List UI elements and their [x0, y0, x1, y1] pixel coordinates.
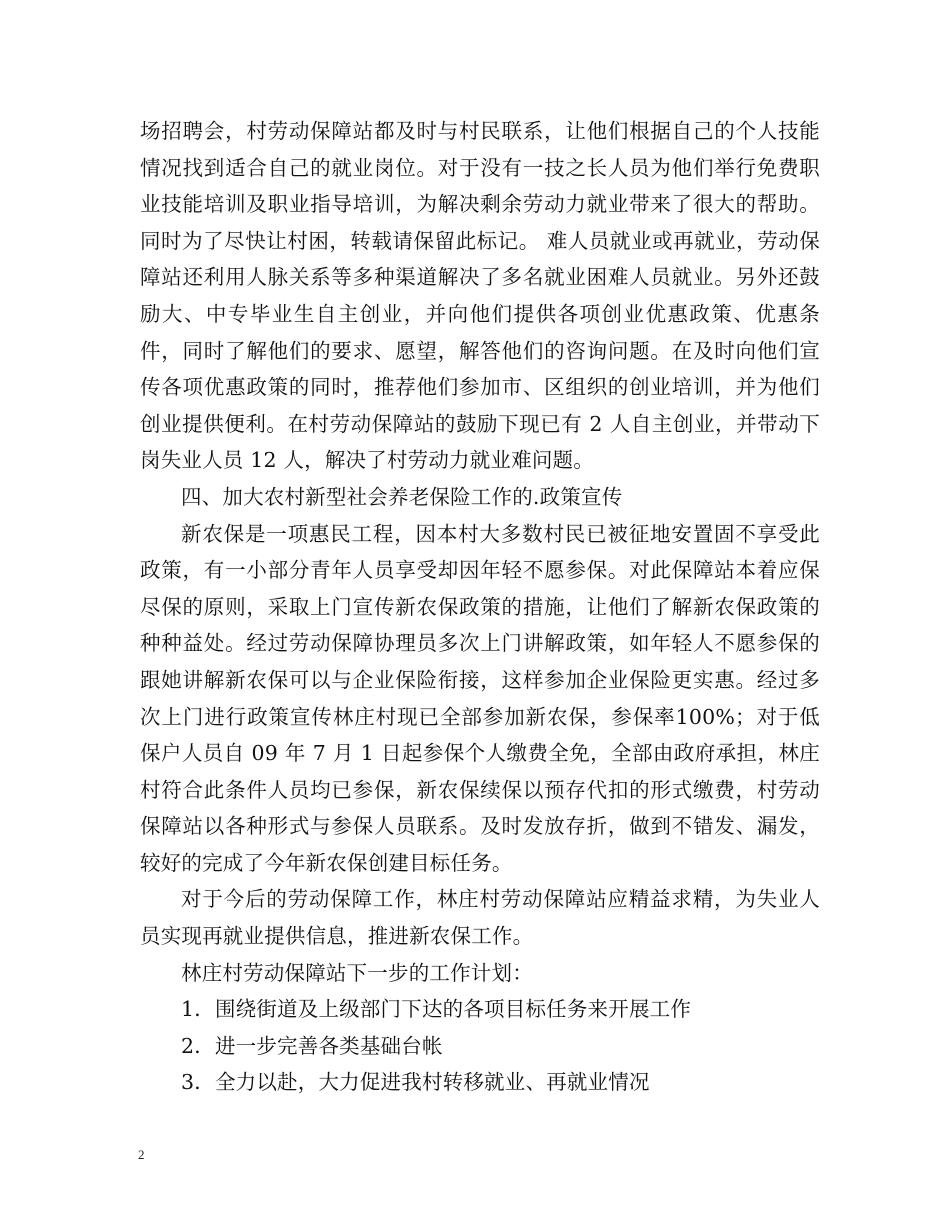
list-item: 3．全力以赴，大力促进我村转移就业、再就业情况 — [181, 1070, 650, 1095]
paragraph-work-plan-intro: 林庄村劳动保障站下一步的工作计划： — [181, 960, 533, 985]
paragraph-employment-support: 场招聘会，村劳动保障站都及时与村民联系，让他们根据自己的个人技能情况找到适合自己的就业岗位。对于没有一技之长人员为他们举行免费职业技能培训及职业指导培训，为解决剩余劳动力就业带来了很大的帮助。同时为了尽快让村困，转载请保留此标记。 难人员就业或再就业，劳动保障站还利用人脉关系等多种渠道解决了多名就业困难人员就业。另外还鼓励大、中专毕业生自主创业，并向他们提供各项创业优惠政策、优惠条件，同时了解他们的要求、愿望，解答他们的咨询问题。在及时向他们宣传各项优惠政策的同时，推荐他们参加市、区组织的创业培训，并为他们创业提供便利。在村劳动保障站的鼓励下现已有 2 人自主创业，并带动下岗失业人员 12 人，解决了村劳动力就业难问题。 — [140, 119, 820, 473]
work-plan-list — [140, 991, 820, 1101]
list-item: 1．围绕街道及上级部门下达的各项目标任务来开展工作 — [181, 997, 692, 1022]
section-heading-pension-policy: 四、加大农村新型社会养老保险工作的.政策宣传 — [181, 484, 623, 509]
paragraph-future-work: 对于今后的劳动保障工作，林庄村劳动保障站应精益求精，为失业人员实现再就业提供信息，推进新农保工作。 — [140, 887, 820, 949]
page-number: 2 — [138, 1147, 145, 1162]
document-body — [140, 113, 820, 1101]
list-item: 2．进一步完善各类基础台帐 — [181, 1033, 443, 1058]
paragraph-pension-insurance: 新农保是一项惠民工程，因本村大多数村民已被征地安置固不享受此政策，有一小部分青年人员享受却因年轻不愿参保。对此保障站本着应保尽保的原则，采取上门宣传新农保政策的措施，让他们了解新农保政策的种种益处。经过劳动保障协理员多次上门讲解政策，如年轻人不愿参保的跟她讲解新农保可以与企业保险衔接，这样参加企业保险更实惠。经过多次上门进行政策宣传林庄村现已全部参加新农保，参保率100%；对于低保户人员自 09 年 7 月 1 日起参保个人缴费全免，全部由政府承担，林庄村符合此条件人员均已参保，新农保续保以预存代扣的形式缴费，村劳动保障站以各种形式与参保人员联系。及时发放存折，做到不错发、漏发，较好的完成了今年新农保创建目标任务。 — [140, 521, 820, 875]
